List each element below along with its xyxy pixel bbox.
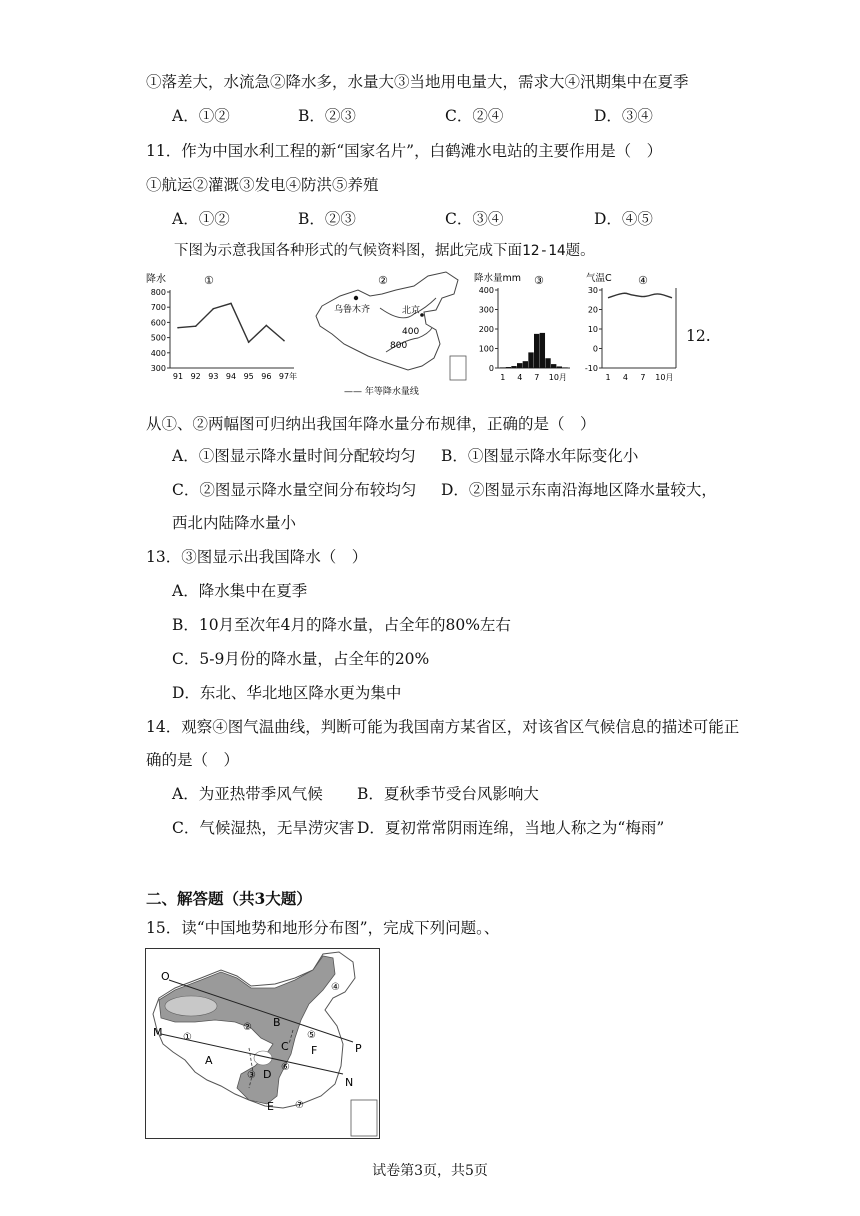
q10-items: ①落差大，水流急②降水多，水量大③当地用电量大，需求大④汛期集中在夏季 — [146, 73, 689, 91]
f1-y-tick-label: 600 — [150, 318, 166, 328]
map-label-d: D — [263, 1068, 272, 1081]
f3-y-tick-label: 300 — [478, 305, 494, 315]
f3-bar-month-9 — [545, 358, 550, 368]
f3-bar-month-7 — [534, 334, 539, 368]
f3-bar-month-3 — [511, 366, 516, 368]
q10-option-c: C．②④ — [445, 107, 504, 125]
f1-data-point — [283, 340, 285, 342]
q11-stem: 11．作为中国水利工程的新“国家名片”，白鹤滩水电站的主要作用是（ ） — [146, 142, 663, 160]
map-label-e: E — [267, 1100, 274, 1113]
map-label-o: O — [161, 970, 170, 983]
f1-x-tick-label: 91 — [172, 372, 184, 381]
f1-data-point — [248, 341, 250, 343]
q15-terrain-map — [145, 948, 381, 1140]
f1-data-point — [195, 325, 197, 327]
map-label-2: ② — [243, 1022, 252, 1033]
q13-option-b: B．10月至次年4月的降水量，占全年的80%左右 — [172, 616, 511, 634]
f1-y-tick-label: 800 — [150, 288, 166, 297]
f3-bar-month-1 — [500, 367, 505, 368]
f1-y-tick-label: 400 — [150, 348, 166, 358]
map-label-6: ⑥ — [281, 1062, 290, 1073]
map-label-n: N — [345, 1076, 354, 1089]
q14-option-b: B．夏秋季节受台风影响大 — [357, 785, 539, 803]
f3-y-tick-label: 400 — [478, 286, 494, 295]
urumqi-marker — [354, 296, 358, 300]
f1-ylabel: 降水 — [146, 274, 166, 285]
south-sea-inset — [351, 1100, 377, 1136]
q12-option-d-continued: 西北内陆降水量小 — [172, 514, 297, 532]
f3-bar-month-12 — [562, 367, 567, 368]
figure-3-monthly-precip-bars — [474, 268, 574, 386]
q14-option-d: D．夏初常常阴雨连绵，当地人称之为“梅雨” — [357, 819, 665, 837]
figure-2-isohyet-map — [310, 268, 472, 398]
f3-bar-month-2 — [506, 367, 511, 368]
f3-bar-month-11 — [557, 366, 562, 368]
q10-option-a: A．①② — [172, 107, 230, 125]
south-sea-inset — [450, 356, 466, 380]
f4-x-tick-label: 7 — [640, 373, 646, 382]
f3-x-tick-label: 1 — [500, 373, 506, 382]
f1-series-line — [178, 303, 284, 342]
map-label-c: C — [281, 1040, 289, 1053]
f4-x-tick-label: 1 — [605, 373, 611, 382]
map-label-p: P — [355, 1042, 362, 1055]
f3-bar-month-6 — [528, 352, 533, 368]
f2-number: ② — [378, 274, 388, 287]
f4-y-tick-label: 30 — [587, 286, 598, 295]
beijing-marker — [420, 313, 424, 317]
f1-x-tick-label: 92 — [190, 372, 201, 381]
f1-data-point — [230, 303, 232, 305]
section-2-title: 二、解答题（共3大题） — [146, 889, 312, 908]
q15-stem: 15．读“中国地势和地形分布图”，完成下列问题。、 — [146, 919, 500, 937]
f1-y-tick-label: 700 — [150, 303, 166, 313]
f4-y-tick-label: 20 — [587, 305, 598, 315]
q14-option-c: C．气候湿热，无旱涝灾害 — [172, 819, 355, 837]
q13-option-d: D．东北、华北地区降水更为集中 — [172, 684, 402, 702]
f3-bar-month-4 — [517, 363, 522, 368]
f1-x-tick-label: 97年 — [278, 372, 298, 381]
figure-intro: 下图为示意我国各种形式的气候资料图，据此完成下面12-14题。 — [174, 243, 595, 259]
f1-y-tick-label: 500 — [150, 333, 166, 343]
f2-city-urumqi: 乌鲁木齐 — [334, 305, 371, 315]
q11-option-c: C．③④ — [445, 210, 504, 228]
tarim-basin — [165, 996, 217, 1016]
f1-x-tick-label: 94 — [225, 372, 237, 381]
q12-option-a: A．①图显示降水量时间分配较均匀 — [172, 447, 416, 465]
f3-ylabel: 降水量mm — [474, 273, 522, 284]
q11-option-a: A．①② — [172, 210, 230, 228]
f1-x-tick-label: 96 — [261, 372, 272, 381]
map-label-3: ③ — [247, 1070, 256, 1081]
q12-stem: 从①、②两幅图可归纳出我国年降水量分布规律，正确的是（ ） — [146, 415, 596, 433]
f1-x-tick-label: 95 — [243, 372, 254, 381]
f4-temperature-line — [608, 293, 672, 298]
f3-bar-month-8 — [540, 333, 545, 368]
map-label-a: A — [205, 1054, 213, 1067]
f3-y-tick-label: 200 — [478, 325, 494, 334]
q14-stem-line1: 14．观察④图气温曲线，判断可能为我国南方某省区，对该省区气候信息的描述可能正 — [146, 718, 740, 736]
q13-stem: 13．③图显示出我国降水（ ） — [146, 548, 368, 566]
map-label-4: ④ — [331, 982, 340, 993]
map-label-m: M — [153, 1026, 163, 1039]
f1-number: ① — [204, 274, 214, 287]
f3-x-tick-label: 7 — [534, 373, 540, 382]
f4-y-tick-label: 0 — [592, 344, 598, 354]
f4-x-tick-label: 10月 — [655, 373, 674, 382]
map-label-b: B — [273, 1016, 281, 1029]
f2-city-beijing: 北京 — [402, 306, 421, 316]
q12-option-c: C．②图显示降水量空间分布较均匀 — [172, 481, 417, 499]
q10-option-d: D．③④ — [594, 107, 653, 125]
f3-y-tick-label: 100 — [478, 344, 494, 354]
q13-option-a: A．降水集中在夏季 — [172, 582, 308, 600]
q14-option-a: A．为亚热带季风气候 — [172, 785, 323, 803]
f3-x-tick-label: 4 — [517, 373, 523, 382]
q14-stem-line2: 确的是（ ） — [146, 751, 240, 769]
figure-4-temperature-curve — [580, 268, 680, 386]
f2-isohyet-400: 400 — [402, 327, 420, 337]
f4-y-tick-label: 10 — [587, 325, 598, 334]
map-label-7: ⑦ — [295, 1100, 304, 1111]
f1-x-tick-label: 93 — [208, 372, 219, 381]
map-label-f: F — [311, 1044, 318, 1057]
f4-number: ④ — [638, 274, 648, 287]
q12-option-d: D．②图显示东南沿海地区降水量较大， — [441, 481, 717, 499]
f3-y-tick-label: 0 — [488, 364, 494, 373]
q13-option-c: C．5-9月份的降水量，占全年的20% — [172, 650, 430, 668]
f1-data-point — [266, 325, 268, 327]
map-label-1: ① — [183, 1032, 192, 1043]
f2-legend: —— 年等降水量线 — [344, 387, 419, 397]
q11-items: ①航运②灌溉③发电④防洪⑤养殖 — [146, 176, 379, 194]
q12-option-b: B．①图显示降水年际变化小 — [441, 447, 639, 465]
f1-data-point — [177, 327, 179, 329]
q12-number: 12. — [686, 327, 711, 345]
map-label-5: ⑤ — [307, 1030, 316, 1041]
f1-y-tick-label: 300 — [150, 364, 166, 373]
f4-ylabel: 气温C — [586, 273, 612, 284]
f3-number: ③ — [534, 274, 544, 287]
f3-x-tick-label: 10月 — [548, 373, 567, 382]
q10-option-b: B．②③ — [298, 107, 356, 125]
f1-data-point — [213, 308, 215, 310]
q11-option-b: B．②③ — [298, 210, 356, 228]
f4-y-tick-label: -10 — [584, 364, 598, 373]
f4-x-tick-label: 4 — [622, 373, 629, 382]
q11-option-d: D．④⑤ — [594, 210, 653, 228]
f2-isohyet-800: 800 — [390, 341, 408, 351]
f3-bar-month-10 — [551, 364, 556, 368]
f3-bar-month-5 — [523, 361, 528, 368]
page-footer: 试卷第3页，共5页 — [372, 1163, 488, 1179]
figure-1-precip-line-chart — [144, 270, 308, 382]
